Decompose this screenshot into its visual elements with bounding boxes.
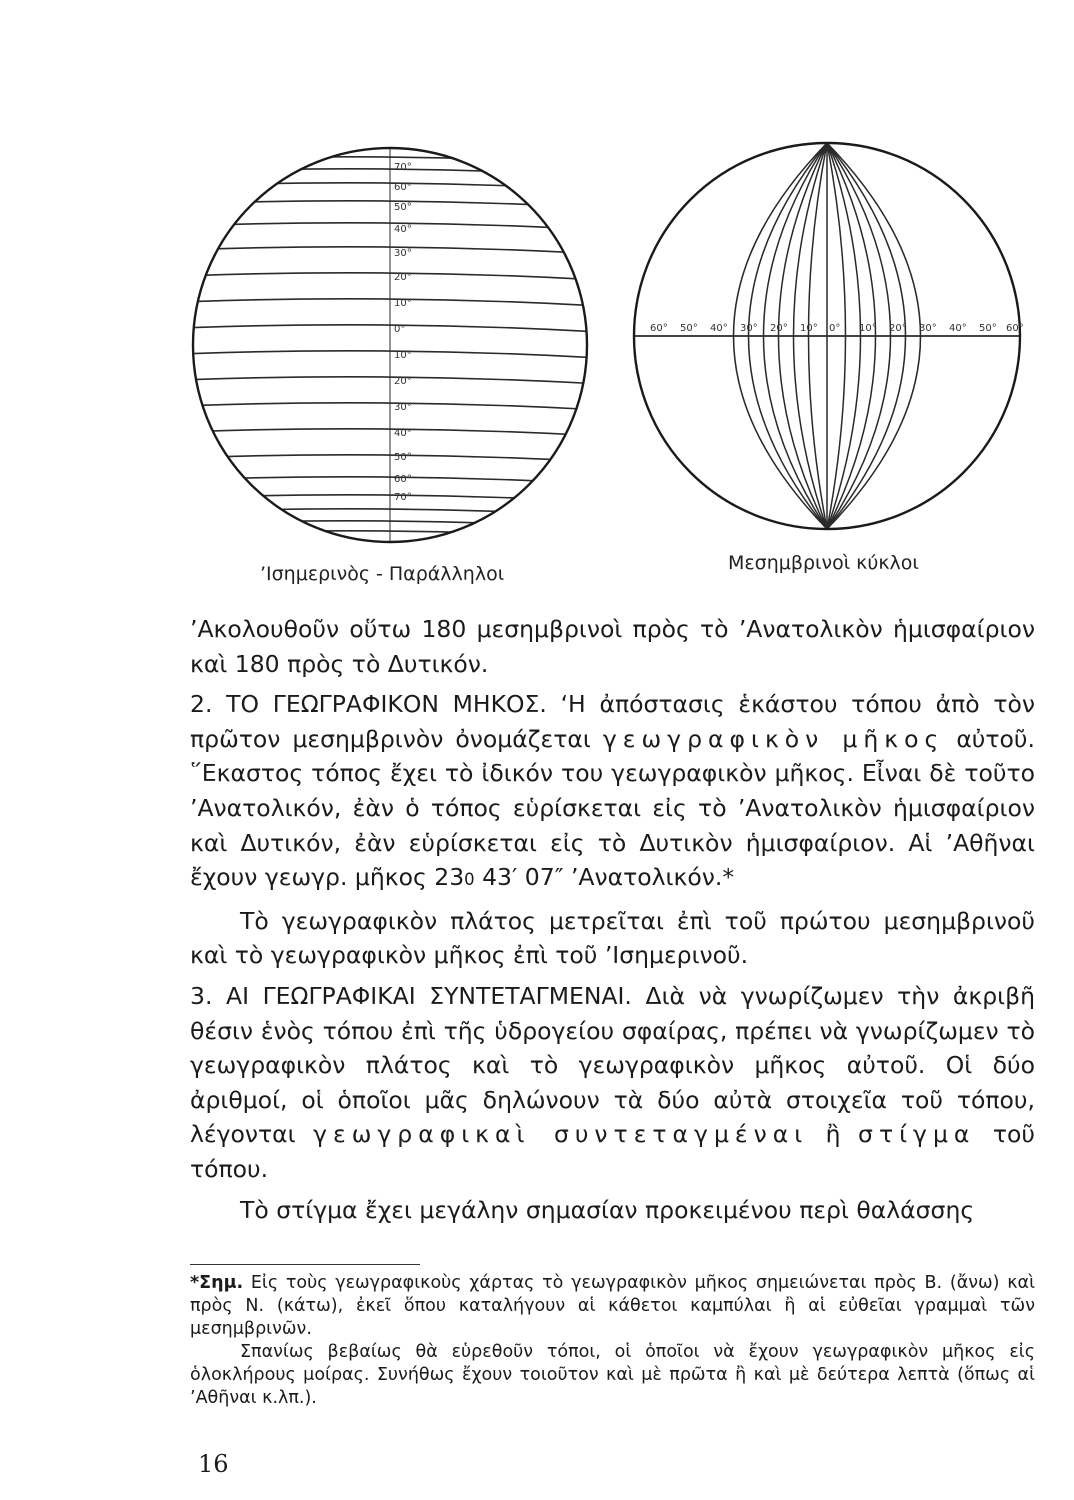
latitude-label: 70°: [394, 492, 412, 503]
footnote-paragraph-2: Σπανίως βεβαίως θὰ εὑρεθοῦν τόποι, οἱ ὁποῖοι νὰ ἔχουν γεωγραφικὸν μῆκος εἰς ὁλοκλήρους μοίρας. Συνήθως ἔχουν τοιοῦτον καὶ μὲ πρῶτα ἢ καὶ μὲ δεύτερα λεπτὰ (ὅπως αἱ ’Αθῆναι κ.λπ.).: [190, 1342, 1035, 1408]
footnote-divider: [190, 1264, 420, 1265]
footnote: [190, 1272, 1035, 1410]
latitude-label: 50°: [394, 202, 412, 213]
footnote-label: *Σημ.: [190, 1273, 244, 1293]
parallels-caption: ’Ισημερινὸς - Παράλληλοι: [260, 563, 505, 585]
longitude-label: 0°: [829, 323, 841, 334]
body-text: [190, 612, 1035, 1227]
latitude-label: 20°: [394, 272, 412, 283]
paragraph-meridians-count: ’Ακολουθοῦν οὕτω 180 μεσημβρινοὶ πρὸς τὸ ’Ανατολικὸν ἡμισφαίριον καὶ 180 πρὸς τὸ Δυτικόν.: [190, 615, 1035, 678]
latitude-label: 60°: [394, 182, 412, 193]
section-heading-coordinates: 3. ΑΙ ΓΕΩΓΡΑΦΙΚΑΙ ΣΥΝΤΕΤΑΓΜΕΝΑΙ.: [190, 981, 632, 1010]
parallels-globe-figure: [180, 130, 600, 550]
paragraph-measurement: Τὸ γεωγραφικὸν πλάτος μετρεῖται ἐπὶ τοῦ πρώτου μεσημβρινοῦ καὶ τὸ γεωγραφικὸν μῆκος ἐπὶ τοῦ ’Ισημερινοῦ.: [190, 906, 1035, 970]
longitude-label: 20°: [889, 323, 907, 334]
latitude-label: 40°: [394, 428, 412, 439]
footnote-marker: *: [722, 863, 735, 892]
meridians-globe-figure: [610, 128, 1030, 548]
page-number: 16: [198, 1450, 229, 1478]
longitude-label: 40°: [949, 323, 967, 334]
latitude-label: 70°: [394, 162, 412, 173]
latitude-label: 30°: [394, 402, 412, 413]
term-stigma: στίγμα: [858, 1120, 976, 1149]
longitude-label: 30°: [919, 323, 937, 334]
longitude-label: 60°: [650, 323, 668, 334]
latitude-label: 20°: [394, 376, 412, 387]
latitude-label: 40°: [394, 224, 412, 235]
section-heading-longitude: 2. ΤΟ ΓΕΩΓΡΑΦΙΚΟΝ ΜΗΚΟΣ.: [190, 690, 547, 719]
meridians-caption: Μεσημβρινοὶ κύκλοι: [728, 552, 919, 574]
latitude-label: 30°: [394, 248, 412, 259]
longitude-label: 30°: [740, 323, 758, 334]
longitude-label: 20°: [770, 323, 788, 334]
longitude-label: 10°: [859, 323, 877, 334]
paragraph-coordinates: 3. ΑΙ ΓΕΩΓΡΑΦΙΚΑΙ ΣΥΝΤΕΤΑΓΜΕΝΑΙ. Διὰ νὰ γνωρίζωμεν τὴν ἀκριβῆ θέσιν ἑνὸς τόπου ἐπὶ τῆς ὑδρογείου σφαίρας, πρέπει νὰ γνωρίζωμεν τὸ γεωγραφικὸν πλάτος καὶ τὸ γεωγραφικὸν μῆκος αὐτοῦ. Οἱ δύο ἀριθμοί, οἱ ὁποῖοι μᾶς δηλώνουν τὰ δύο αὐτὰ στοιχεῖα τοῦ τόπου, λέγονται γεωγραφικαὶ συντεταγμέναι ἢ στίγμα τοῦ τόπου.: [190, 981, 1036, 1183]
paragraph-stigma-importance: Τὸ στίγμα ἔχει μεγάλην σημασίαν προκειμένου περὶ θαλάσσης: [240, 1195, 975, 1224]
latitude-label: 50°: [394, 452, 412, 463]
paragraph-longitude: 2. ΤΟ ΓΕΩΓΡΑΦΙΚΟΝ ΜΗΚΟΣ. ‘Η ἀπόστασις ἑκάστου τόπου ἀπὸ τὸν πρῶτον μεσημβρινὸν ὀνομάζεται γεωγραφικὸν μῆκος αὐτοῦ. ῞Εκαστος τόπος ἔχει τὸ ἰδικόν του γεωγραφικὸν μῆκος. Εἶναι δὲ τοῦτο ’Ανατολικόν, ἐὰν ὁ τόπος εὑρίσκεται εἰς τὸ ’Ανατολικὸν ἡμισφαίριον καὶ Δυτικόν, ἐὰν εὑρίσκεται εἰς τὸ Δυτικὸν ἡμισφαίριον. Αἱ ’Αθῆναι ἔχουν γεωγρ. μῆκος 230 43′ 07″ ’Ανατολικόν.*: [190, 690, 1035, 892]
longitude-label: 40°: [710, 323, 728, 334]
footnote-paragraph-1: *Σημ. Εἰς τοὺς γεωγραφικοὺς χάρτας τὸ γεωγραφικὸν μῆκος σημειώνεται πρὸς Β. (ἄνω) καὶ πρὸς Ν. (κάτω), ἐκεῖ ὅπου καταλήγουν αἱ κάθετοι καμπύλαι ἢ αἱ εὐθεῖαι γραμμαὶ τῶν μεσημβρινῶν.: [190, 1273, 1035, 1339]
latitude-label: 10°: [394, 298, 412, 309]
longitude-label: 60°: [1006, 323, 1024, 334]
latitude-label: 60°: [394, 474, 412, 485]
longitude-label: 50°: [979, 323, 997, 334]
longitude-label: 50°: [680, 323, 698, 334]
latitude-label: 0°: [394, 324, 406, 335]
term-coordinates: γεωγραφικαὶ συντεταγμέναι: [313, 1120, 809, 1149]
term-longitude: γεωγραφικὸν μῆκος: [602, 724, 945, 753]
longitude-label: 10°: [800, 323, 818, 334]
latitude-label: 10°: [394, 350, 412, 361]
